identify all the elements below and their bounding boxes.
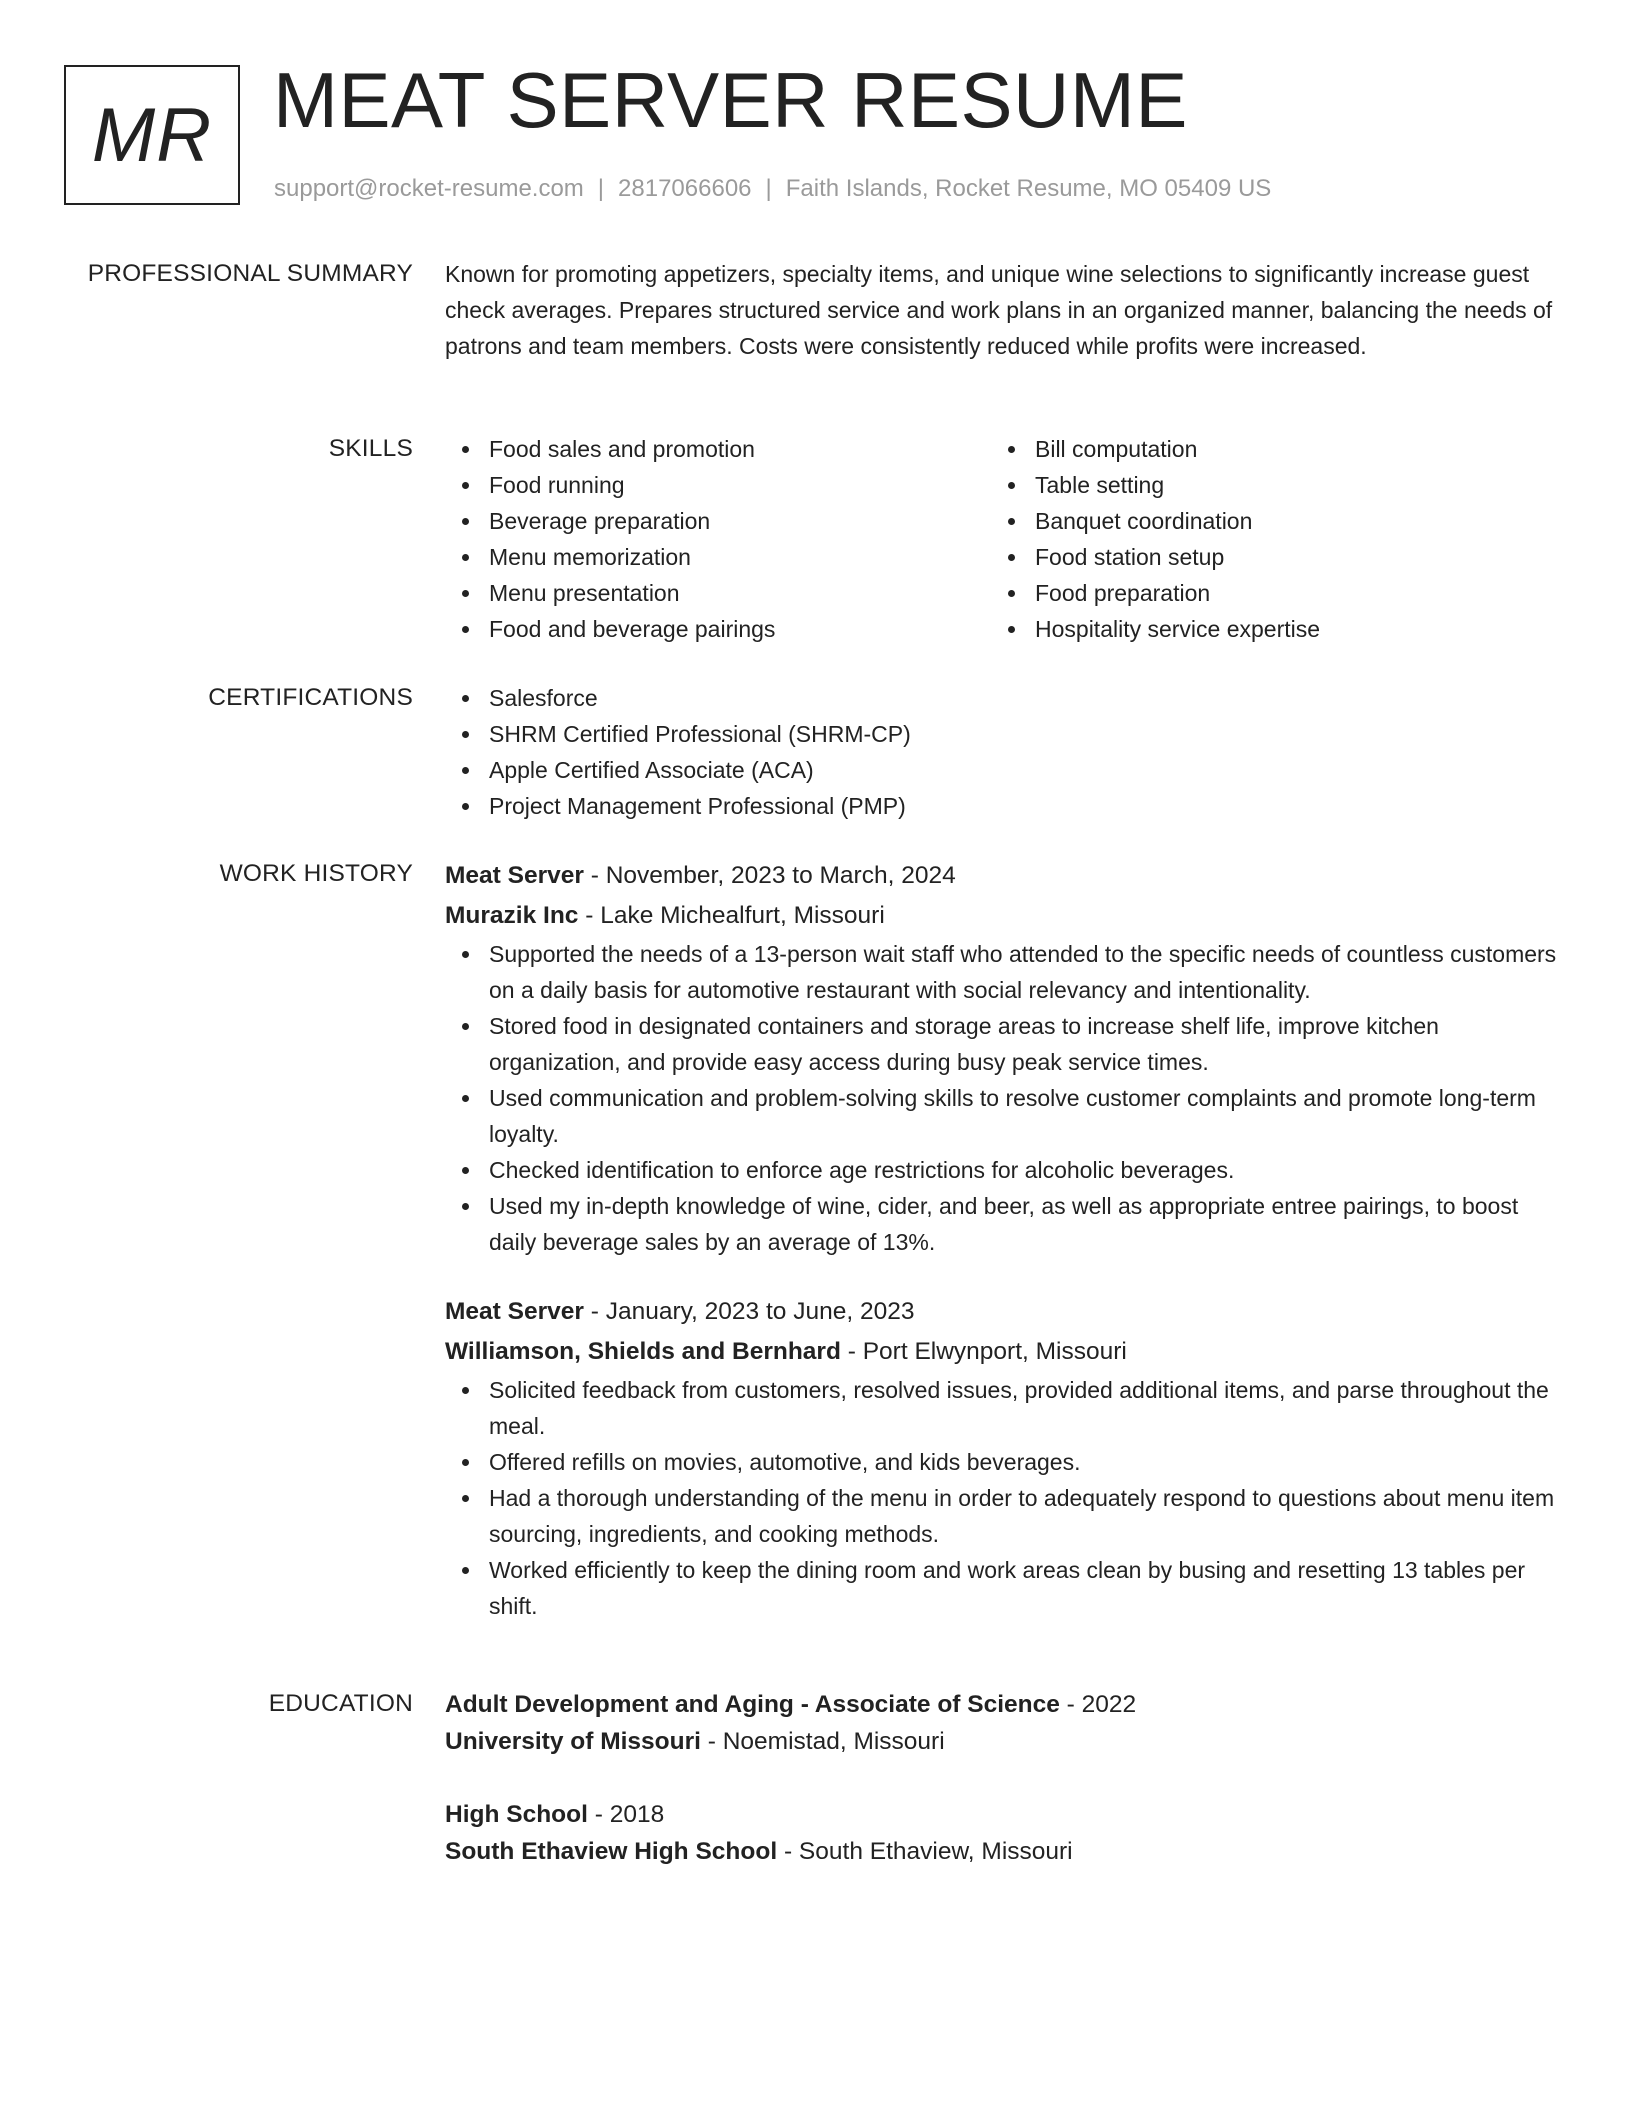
skill-item: Food sales and promotion: [445, 431, 991, 467]
certification-item: Project Management Professional (PMP): [445, 788, 1560, 824]
education-location: - Noemistad, Missouri: [700, 1728, 945, 1755]
job-bullet: Solicited feedback from customers, resolved issues, provided additional items, and parse throughout the meal.: [445, 1372, 1560, 1444]
education-entry: [445, 1796, 1560, 1870]
contact-separator: |: [765, 175, 772, 202]
job-entry: [445, 1292, 1560, 1624]
job-bullet: Used my in-depth knowledge of wine, cider, and beer, as well as appropriate entree pairings, to boost daily beverage sales by an average of 13%.: [445, 1188, 1560, 1260]
skills-list-right: [991, 431, 1537, 647]
education-degree-line: [445, 1686, 1560, 1723]
contact-phone: 2817066606: [618, 175, 752, 202]
skill-item: Food and beverage pairings: [445, 611, 991, 647]
summary-text: Known for promoting appetizers, specialty items, and unique wine selections to significantly increase guest check averages. Prepares structured service and work plans in an organized manner, balancing the needs of patrons and team members. Costs were consistently reduced while profits were increased.: [445, 261, 1553, 359]
skill-item: Bill computation: [991, 431, 1537, 467]
certifications-list: [445, 680, 1560, 824]
skills-list-left: [445, 431, 991, 647]
resume-header: [64, 56, 1564, 210]
job-title: Meat Server: [445, 862, 584, 889]
job-title-line: [445, 856, 1560, 896]
resume-title: MEAT SERVER RESUME: [273, 56, 1188, 144]
job-company: Williamson, Shields and Bernhard: [445, 1338, 841, 1365]
certifications-body: [445, 680, 1560, 824]
job-location: - Lake Michealfurt, Missouri: [578, 902, 885, 929]
education-degree: Adult Development and Aging - Associate of Science: [445, 1691, 1060, 1718]
skill-item: Food running: [445, 467, 991, 503]
contact-line: [274, 175, 1271, 203]
education-year: - 2018: [587, 1801, 665, 1828]
job-company-line: [445, 896, 1560, 936]
summary-label: PROFESSIONAL SUMMARY: [87, 260, 413, 287]
education-school-line: [445, 1833, 1560, 1870]
contact-email: support@rocket-resume.com: [274, 175, 584, 202]
monogram-logo: MR: [64, 65, 240, 205]
work-history-body: [445, 856, 1560, 1624]
education-degree: High School: [445, 1801, 588, 1828]
work-history-label: WORK HISTORY: [219, 860, 413, 887]
contact-separator: |: [597, 175, 605, 202]
education-school: University of Missouri: [445, 1728, 701, 1755]
contact-address: Faith Islands, Rocket Resume, MO 05409 US: [785, 175, 1272, 202]
job-bullet-list: [445, 936, 1560, 1260]
skill-item: Food preparation: [991, 575, 1537, 611]
certifications-label: CERTIFICATIONS: [208, 684, 413, 711]
job-entry: [445, 856, 1560, 1260]
skill-item: Menu memorization: [445, 539, 991, 575]
education-body: [445, 1686, 1560, 1870]
job-dates: - January, 2023 to June, 2023: [583, 1298, 915, 1325]
skill-item: Food station setup: [991, 539, 1537, 575]
certification-item: Salesforce: [445, 680, 1560, 716]
job-bullet: Supported the needs of a 13-person wait staff who attended to the specific needs of countless customers on a daily basis for automotive restaurant with social relevancy and intentionality.: [445, 936, 1560, 1008]
job-bullet: Worked efficiently to keep the dining room and work areas clean by busing and resetting 13 tables per shift.: [445, 1552, 1560, 1624]
job-bullet: Offered refills on movies, automotive, and kids beverages.: [445, 1444, 1560, 1480]
job-bullet: Had a thorough understanding of the menu in order to adequately respond to questions about menu item sourcing, ingredients, and cooking methods.: [445, 1480, 1560, 1552]
education-location: - South Ethaview, Missouri: [777, 1838, 1073, 1865]
job-company-line: [445, 1332, 1560, 1372]
job-bullet-list: [445, 1372, 1560, 1624]
education-label: EDUCATION: [268, 1690, 413, 1717]
job-bullet: Stored food in designated containers and storage areas to increase shelf life, improve kitchen organization, and provide easy access during busy peak service times.: [445, 1008, 1560, 1080]
certification-item: Apple Certified Associate (ACA): [445, 752, 1560, 788]
education-school-line: [445, 1723, 1560, 1760]
job-title: Meat Server: [445, 1298, 584, 1325]
skills-body: [445, 431, 1560, 647]
job-location: - Port Elwynport, Missouri: [840, 1338, 1127, 1365]
skill-item: Banquet coordination: [991, 503, 1537, 539]
education-entry: [445, 1686, 1560, 1760]
education-year: - 2022: [1059, 1691, 1137, 1718]
skill-item: Menu presentation: [445, 575, 991, 611]
job-title-line: [445, 1292, 1560, 1332]
education-degree-line: [445, 1796, 1560, 1833]
skills-label: SKILLS: [328, 435, 413, 462]
job-company: Murazik Inc: [445, 902, 579, 929]
job-dates: - November, 2023 to March, 2024: [583, 862, 956, 889]
certification-item: SHRM Certified Professional (SHRM-CP): [445, 716, 1560, 752]
skill-item: Hospitality service expertise: [991, 611, 1537, 647]
education-school: South Ethaview High School: [445, 1838, 778, 1865]
job-bullet: Checked identification to enforce age restrictions for alcoholic beverages.: [445, 1152, 1560, 1188]
job-bullet: Used communication and problem-solving skills to resolve customer complaints and promote long-term loyalty.: [445, 1080, 1560, 1152]
skill-item: Beverage preparation: [445, 503, 991, 539]
skill-item: Table setting: [991, 467, 1537, 503]
